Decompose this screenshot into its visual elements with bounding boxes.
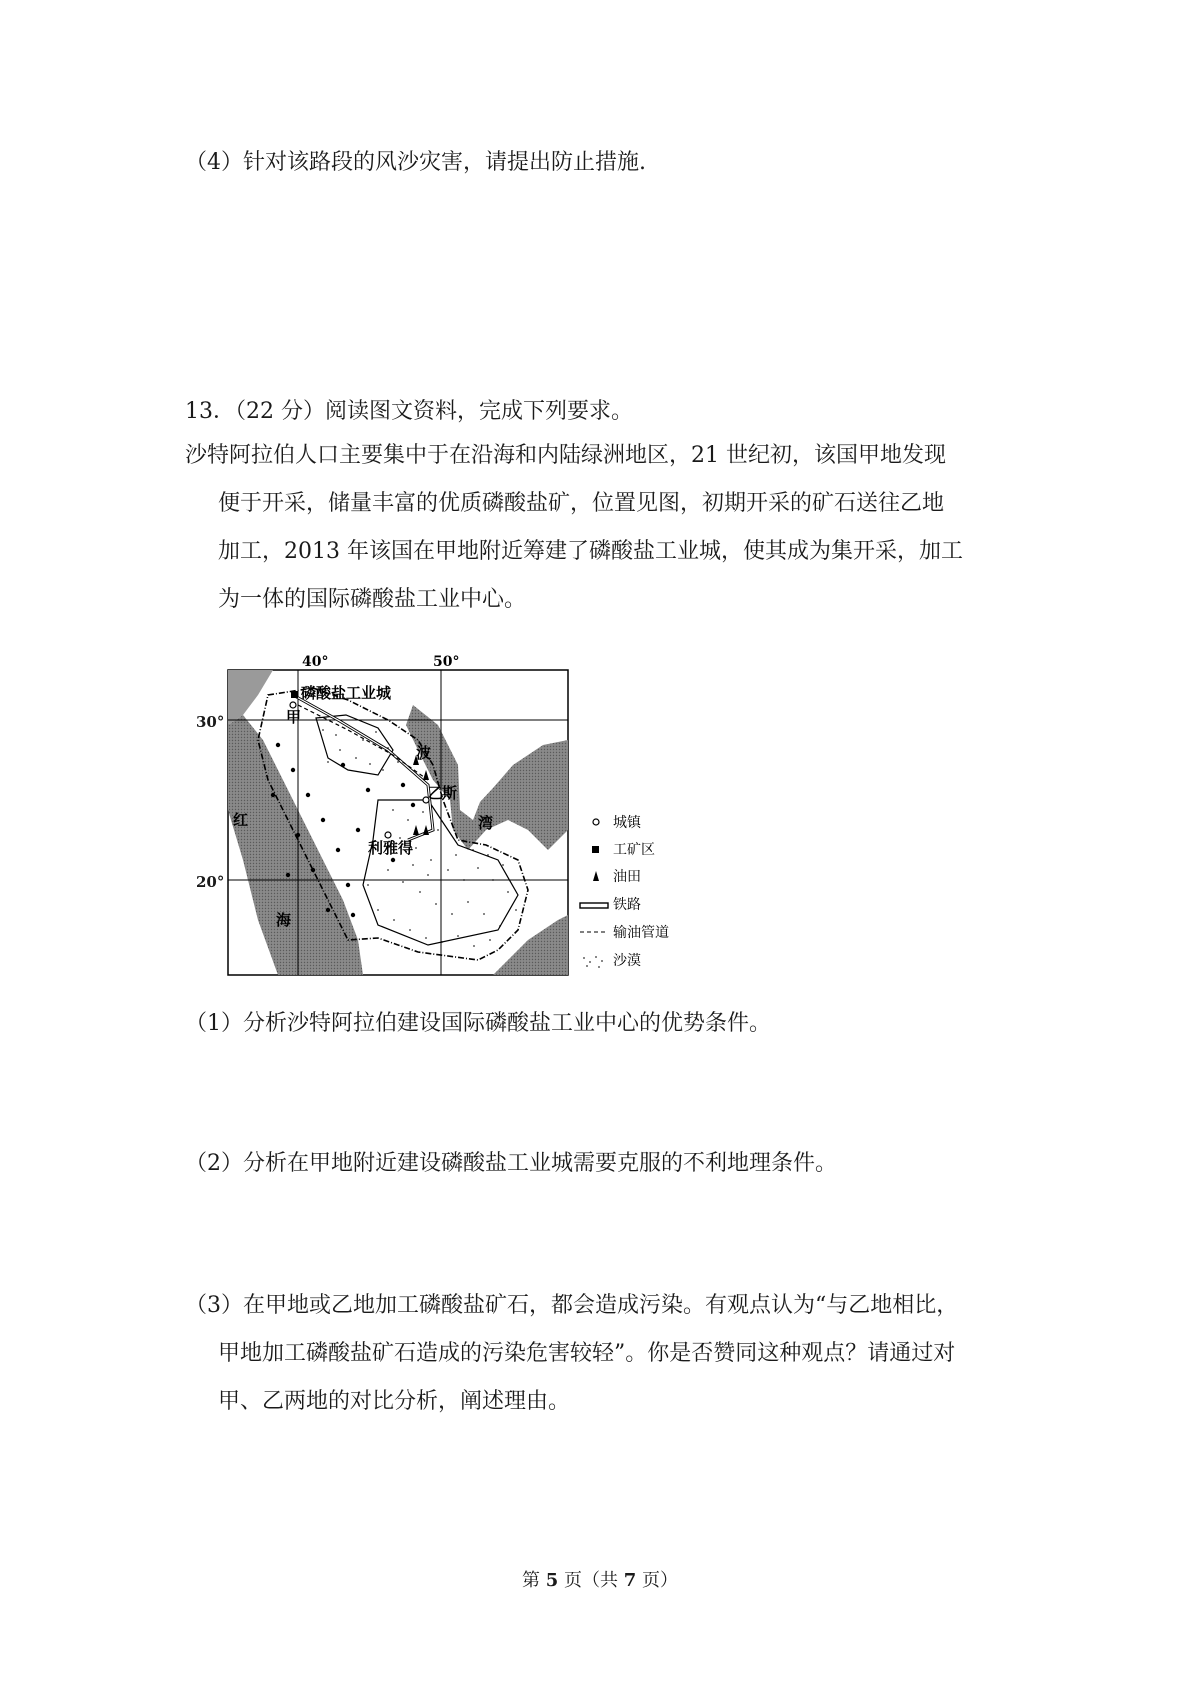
page-number: 5 — [545, 1570, 559, 1591]
mining-area-icon — [291, 691, 298, 698]
label-lon-50: 50° — [433, 654, 460, 670]
legend-oilfield-icon — [593, 871, 599, 881]
riyadh-town-icon — [385, 832, 391, 838]
page-total: 7 — [623, 1570, 637, 1591]
legend-desert-label: 沙漠 — [613, 953, 641, 969]
label-lon-40: 40° — [302, 654, 329, 670]
page-footer: 第 5 页（共 7 页） — [522, 1570, 678, 1591]
q13-intro-line-4: 为一体的国际磷酸盐工业中心。 — [218, 587, 527, 612]
legend-mining-label: 工矿区 — [613, 842, 655, 858]
legend-pipeline-label: 输油管道 — [613, 925, 669, 941]
q13-header: 13．（22 分）阅读图文资料，完成下列要求。 — [185, 399, 633, 424]
label-jia: 甲 — [286, 708, 302, 726]
q13-intro-line-1: 沙特阿拉伯人口主要集中于在沿海和内陆绿洲地区，21 世纪初，该国甲地发现 — [185, 443, 946, 468]
map-legend — [580, 814, 669, 969]
label-red: 红 — [233, 811, 249, 829]
q13-part2: （2）分析在甲地附近建设磷酸盐工业城需要克服的不利地理条件。 — [185, 1151, 837, 1176]
q13-intro-line-3: 加工，2013 年该国在甲地附近筹建了磷酸盐工业城，使其成为集开采，加工 — [218, 539, 963, 564]
legend-railway-label: 铁路 — [613, 897, 641, 913]
label-lat-30: 30° — [196, 713, 225, 731]
legend-town-icon — [593, 819, 599, 825]
q13-intro-line-2: 便于开采，储量丰富的优质磷酸盐矿，位置见图，初期开采的矿石送往乙地 — [218, 491, 945, 516]
q13-part3-line-2: 甲地加工磷酸盐矿石造成的污染危害较轻”。你是否赞同这种观点？请通过对 — [218, 1341, 956, 1366]
label-yi: 乙 — [428, 784, 444, 802]
q12-part4: （4）针对该路段的风沙灾害，请提出防止措施. — [185, 150, 646, 175]
legend-railway-icon — [580, 903, 608, 908]
label-wan: 湾 — [478, 814, 494, 832]
label-bo: 波 — [416, 744, 432, 762]
legend-town-label: 城镇 — [613, 815, 641, 831]
label-lat-20: 20° — [196, 873, 225, 891]
legend-desert-icon — [583, 956, 603, 968]
q13-part3-line-3: 甲、乙两地的对比分析，阐述理由。 — [218, 1389, 571, 1414]
label-industrial-city: 磷酸盐工业城 — [301, 684, 392, 702]
label-sea: 海 — [276, 911, 292, 929]
label-riyadh: 利雅得 — [368, 839, 414, 857]
label-si: 斯 — [442, 784, 458, 802]
q13-part1: （1）分析沙特阿拉伯建设国际磷酸盐工业中心的优势条件。 — [185, 1011, 771, 1036]
q13-part3-line-1: （3）在甲地或乙地加工磷酸盐矿石，都会造成污染。有观点认为“与乙地相比， — [185, 1293, 959, 1318]
legend-oilfield-label: 油田 — [613, 869, 641, 885]
saudi-arabia-map — [228, 654, 698, 975]
legend-mining-icon — [592, 846, 599, 853]
